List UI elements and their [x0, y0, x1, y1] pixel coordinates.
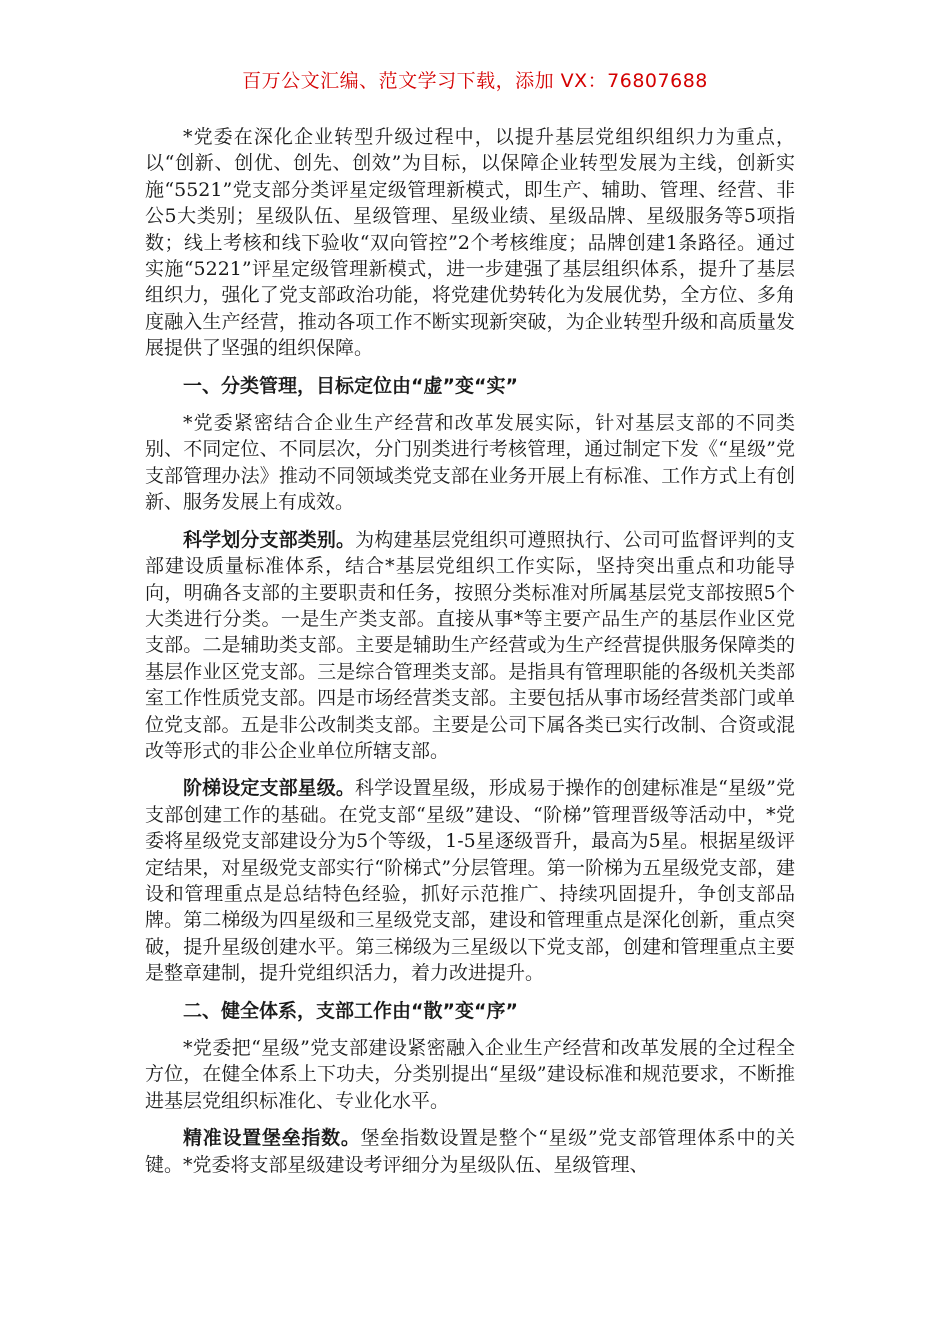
paragraph-lead-branch-categories: 科学划分支部类别。	[183, 528, 356, 551]
paragraph-text-star-levels: 科学设置星级，形成易于操作的创建标准是“星级”党支部创建工作的基础。在党支部“星级”建设、“阶梯”管理晋级等活动中，*党委将星级党支部建设分为5个等级，1-5星逐级晋升，最高为5星。根据星级评定结果，对星级党支部实行“阶梯式”分层管理。第一阶梯为五星级党支部，建设和管理重点是总结特色经验，抓好示范推广、持续巩固提升，争创支部品牌。第二梯级为四星级和三星级党支部，建设和管理重点是深化创新，重点突破，提升星级创建水平。第三梯级为三星级以下党支部，创建和管理重点主要是整章建制，提升党组织活力，着力改进提升。	[145, 777, 795, 985]
paragraph-star-levels	[145, 775, 795, 986]
watermark-banner: 百万公文汇编、范文学习下载，添加 VX：76807688	[242, 70, 708, 92]
section-1-intro-paragraph: *党委紧密结合企业生产经营和改革发展实际，针对基层支部的不同类别、不同定位、不同层次，分门别类进行考核管理，通过制定下发《“星级”党支部管理办法》推动不同领域类党支部在业务开展上有标准、工作方式上有创新、服务发展上有成效。	[145, 412, 795, 514]
paragraph-text-branch-categories: 为构建基层党组织可遵照执行、公司可监督评判的支部建设质量标准体系，结合*基层党组织工作实际，坚持突出重点和功能导向，明确各支部的主要职责和任务，按照分类标准对所属基层党支部按照5个大类进行分类。一是生产类支部。直接从事*等主要产品生产的基层作业区党支部。二是辅助类支部。主要是辅助生产经营或为生产经营提供服务保障类的基层作业区党支部。三是综合管理类支部。是指具有管理职能的各级机关类部室工作性质党支部。四是市场经营类支部。主要包括从事市场经营类部门或单位党支部。五是非公改制类支部。主要是公司下属各类已实行改制、合资或混改等形式的非公企业单位所辖支部。	[145, 528, 795, 762]
section-heading-1: 一、分类管理，目标定位由“虚”变“实”	[183, 374, 518, 397]
paragraph-bastion-index	[145, 1125, 795, 1178]
intro-paragraph: *党委在深化企业转型升级过程中，以提升基层党组织组织力为重点，以“创新、创优、创先、创效”为目标，以保障企业转型发展为主线，创新实施“5521”党支部分类评星定级管理新模式，即生产、辅助、管理、经营、非公5大类别；星级队伍、星级管理、星级业绩、星级品牌、星级服务等5项指数；线上考核和线下验收“双向管控”2个考核维度；品牌创建1条路径。通过实施“5221”评星定级管理新模式，进一步建强了基层组织体系，提升了基层组织力，强化了党支部政治功能，将党建优势转化为发展优势，全方位、多角度融入生产经营，推动各项工作不断实现新突破，为企业转型升级和高质量发展提供了坚强的组织保障。	[145, 126, 795, 360]
paragraph-lead-bastion-index: 精准设置堡垒指数。	[183, 1127, 361, 1150]
paragraph-branch-categories	[145, 527, 795, 765]
section-2-intro-paragraph: *党委把“星级”党支部建设紧密融入企业生产经营和改革发展的全过程全方位，在健全体系上下功夫，分类别提出“星级”建设标准和规范要求，不断推进基层党组织标准化、专业化水平。	[145, 1037, 795, 1112]
section-heading-2: 二、健全体系，支部工作由“散”变“序”	[183, 999, 518, 1022]
paragraph-lead-star-levels: 阶梯设定支部星级。	[183, 777, 355, 800]
paragraph-text-bastion-index: 堡垒指数设置是整个“星级”党支部管理体系中的关键。*党委将支部星级建设考评细分为星级队伍、星级管理、	[145, 1127, 795, 1176]
document-body	[145, 124, 795, 1189]
